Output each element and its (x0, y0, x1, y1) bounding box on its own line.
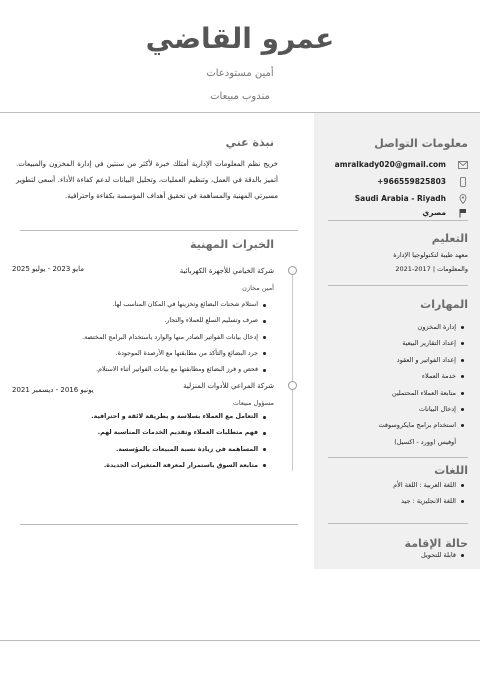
timeline-dot (288, 381, 297, 390)
main-divider (20, 230, 298, 231)
timeline-dot (288, 266, 297, 275)
job-duty: جرد البضائع والتأكد من مطابقتها مع الأرصدة الموجودة. (82, 346, 268, 362)
skills-heading: المهارات (420, 298, 468, 311)
job-duty: التعامل مع العملاء بسلاسة و بطريقة لائقة و احترافية. (91, 409, 268, 425)
job-duty: فهم متطلبات العملاء وتقديم الخدمات المناسبة لهم. (91, 425, 268, 441)
contact-nationality (328, 207, 468, 221)
job-dates: يونيو 2016 - ديسمبر 2021 (12, 386, 94, 394)
timeline-line (292, 271, 293, 471)
sidebar-divider (328, 523, 468, 524)
email-icon (458, 160, 468, 170)
sidebar-divider (328, 285, 468, 286)
location-text: Saudi Arabia - Riyadh (354, 194, 446, 203)
phone-text: +966559825803 (377, 177, 446, 186)
candidate-name: عمرو القاضي (145, 22, 335, 55)
sidebar-divider (328, 457, 468, 458)
residency-list (318, 547, 468, 563)
main-divider (20, 524, 298, 525)
skill-item-continuation: أوفيس (وورد - اكسيل) (394, 437, 456, 446)
job-dates: مايو 2023 - يوليو 2025 (12, 265, 84, 273)
experience-heading: الخبرات المهنية (189, 238, 274, 251)
phone-icon (458, 177, 468, 187)
skill-item: استخدام برامج مايكروسوفت (318, 417, 468, 433)
skills-list (318, 319, 468, 450)
footer-divider (0, 640, 480, 641)
skill-item: متابعة العملاء المحتملين (318, 385, 468, 401)
sidebar-divider (328, 220, 468, 221)
residency-item: قابلة للتحويل (318, 547, 468, 563)
sidebar (314, 113, 480, 569)
contact-email (328, 159, 468, 173)
location-pin-icon (458, 194, 468, 204)
flag-icon (458, 208, 468, 218)
contact-location (328, 193, 468, 207)
about-text: خريج نظم المعلومات الإدارية أمتلك خبرة لأكثر من سنتين في إدارة المخزون والمبيعات. أتميز بالدقة في العمل، وتنظيم العمليات، وتحليل البيانات لدعم كفاءة الأداء. أسعى لتطوير مسيرتي المهنية والمساهمة في تحقيق أهداف المؤسسة بكفاءة واحترافية. (16, 160, 278, 200)
education-degree: والمعلومات | 2017-2021 (395, 265, 468, 273)
skill-item: إعداد التقارير البيعية (318, 335, 468, 351)
language-item: اللغة العربية : اللغة الأم (318, 477, 468, 493)
job-duties-list (82, 297, 268, 378)
job-duty: متابعة السوق باستمرار لمعرفة المتغيرات الجديدة. (91, 458, 268, 474)
language-item: اللغة الانجليزية : جيد (318, 493, 468, 509)
skill-item: إدارة المخزون (318, 319, 468, 335)
job-company: شركة المراعي للأدوات المنزلية (183, 382, 274, 390)
email-text: amralkady020@gmail.com (334, 160, 446, 169)
job-role: مسؤول مبيعات (232, 399, 274, 407)
job-duty: المساهمة في زيادة نسبة المبيعات بالمؤسسة. (91, 442, 268, 458)
job-duty: إدخال بيانات الفواتير الصادر منها والوارد باستخدام البرامج المختصة. (82, 330, 268, 346)
job-duty: فحص و فرز البضائع ومطابقتها مع بيانات الفواتير أثناء الاستلام. (82, 362, 268, 378)
job-title-primary: أمين مستودعات (206, 68, 274, 79)
languages-list (318, 477, 468, 510)
skill-item: إدخال البيانات (318, 401, 468, 417)
job-duty: استلام شحنات البضائع وتخزينها في المكان المناسب لها. (82, 297, 268, 313)
job-title-secondary: مندوب مبيعات (210, 91, 270, 102)
contact-heading: معلومات التواصل (374, 137, 468, 150)
education-heading: التعليم (431, 232, 468, 245)
contact-phone (328, 176, 468, 190)
skill-item: إعداد الفواتير و العقود (318, 352, 468, 368)
job-role: أمين مخازن (242, 284, 274, 292)
job-duties-list (91, 409, 268, 474)
about-heading: نبذة عني (225, 136, 274, 149)
skill-item: خدمة العملاء (318, 368, 468, 384)
education-institution: معهد طيبة لتكنولوجيا الإدارة (393, 251, 468, 259)
nationality-text: مصري (422, 208, 446, 217)
residency-heading: حالة الإقامة (404, 537, 468, 550)
job-duty: صرف وتسليم السلع للعملاء والتجار. (82, 313, 268, 329)
resume-header (0, 0, 480, 112)
languages-heading: اللغات (434, 464, 468, 477)
job-company: شركة الخيامي للأجهزة الكهربائية (179, 267, 274, 275)
